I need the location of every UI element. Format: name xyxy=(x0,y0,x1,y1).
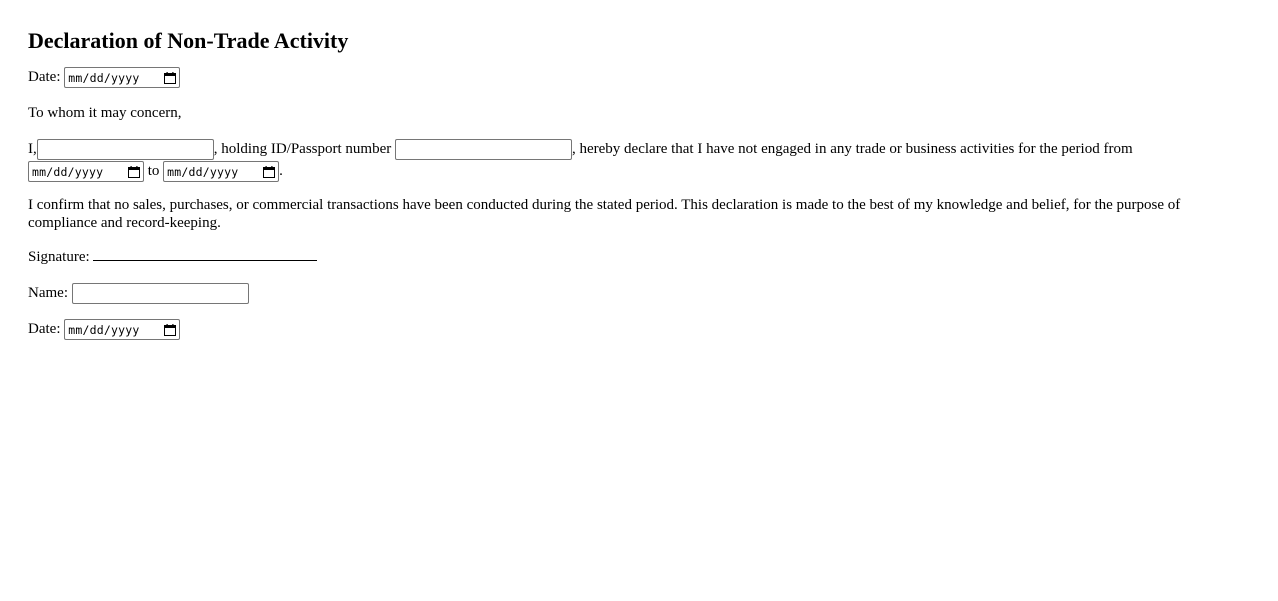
signature-line xyxy=(93,246,317,261)
declarant-name-input[interactable] xyxy=(37,139,214,160)
holding-text: , holding ID/Passport number xyxy=(213,141,392,158)
bottom-date-input[interactable] xyxy=(64,319,180,340)
bottom-date-row xyxy=(28,318,1250,340)
to-text: to xyxy=(147,163,160,180)
id-passport-input[interactable] xyxy=(395,139,572,160)
top-date-placeholder: mm/dd/yyyy xyxy=(68,70,140,85)
signature-label: Signature: xyxy=(28,249,90,266)
period-from-input[interactable] xyxy=(28,161,144,182)
period-to-input[interactable] xyxy=(163,161,279,182)
top-date-input[interactable] xyxy=(64,67,180,88)
bottom-date-label: Date: xyxy=(28,321,61,338)
greeting: To whom it may concern, xyxy=(28,105,182,122)
top-date-label: Date: xyxy=(28,69,61,85)
bottom-date-placeholder: mm/dd/yyyy xyxy=(68,322,140,337)
declaration-prefix: I, xyxy=(28,141,37,158)
signature-row xyxy=(28,246,1250,268)
declaration-end: . xyxy=(279,163,283,180)
name-label: Name: xyxy=(28,285,68,302)
name-row xyxy=(28,282,1250,304)
declare-text: , hereby declare that I have not engaged in any trade or business activities for the period from xyxy=(572,141,1133,158)
period-to-placeholder: mm/dd/yyyy xyxy=(167,164,239,179)
declaration-paragraph xyxy=(28,138,1250,182)
period-from-placeholder: mm/dd/yyyy xyxy=(32,164,104,179)
confirmation-paragraph: I confirm that no sales, purchases, or commercial transactions have been conducted during the stated period. This declaration is made to the best of my knowledge and belief, for the purpose of compliance and record-keeping. xyxy=(28,197,1181,232)
calendar-icon[interactable] xyxy=(263,166,275,178)
page-title: Declaration of Non-Trade Activity xyxy=(28,28,349,53)
calendar-icon[interactable] xyxy=(164,72,176,84)
calendar-icon[interactable] xyxy=(128,166,140,178)
name-input[interactable] xyxy=(72,283,249,304)
top-date-row xyxy=(28,66,1250,88)
calendar-icon[interactable] xyxy=(164,324,176,336)
